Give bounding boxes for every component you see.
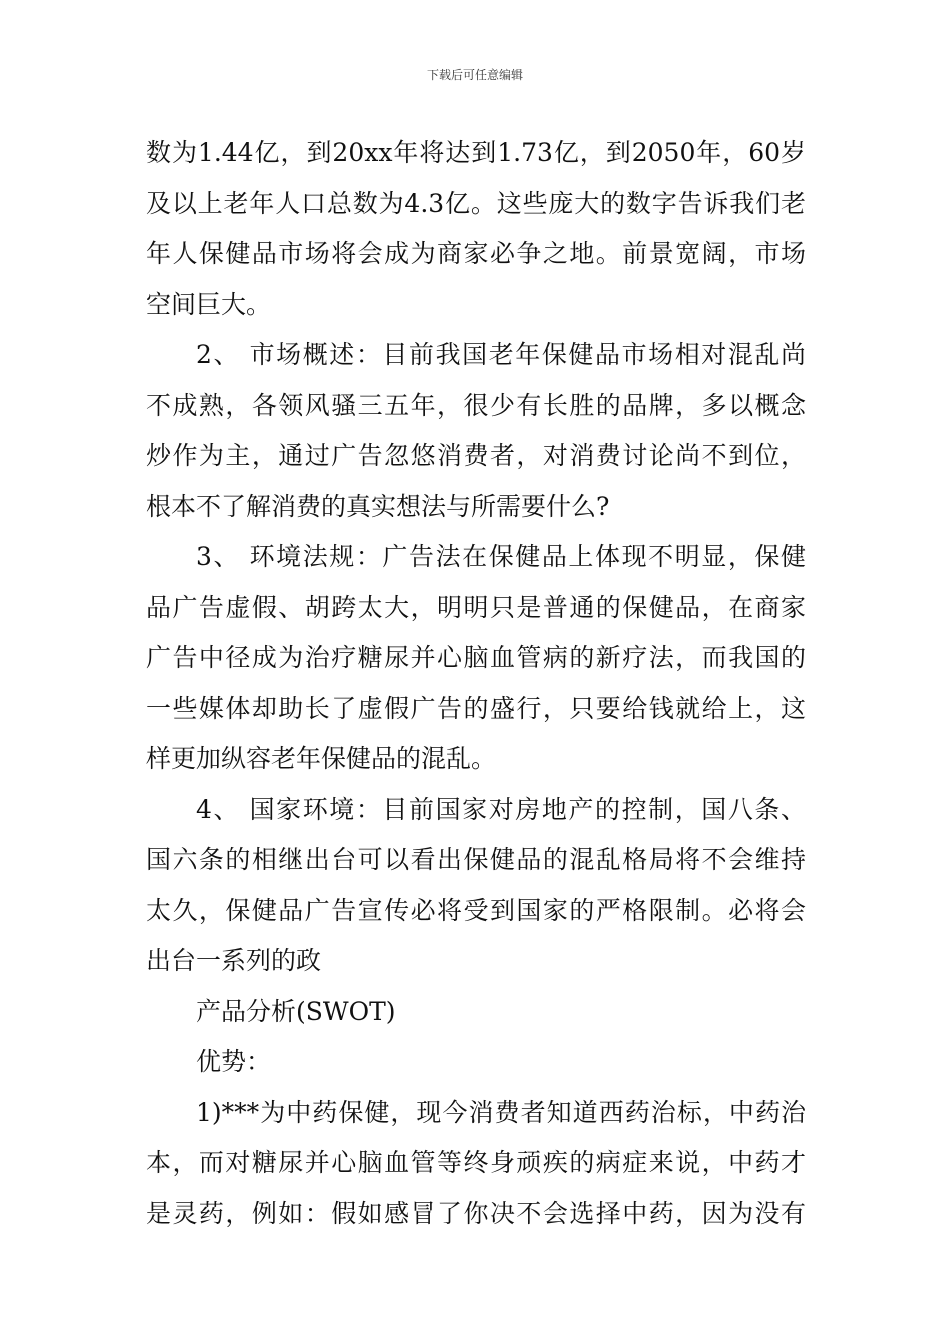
text-line: 是灵药，例如：假如感冒了你决不会选择中药，因为没有 (146, 1198, 806, 1228)
section-heading: 产品分析(SWOT) (196, 996, 396, 1026)
text-line: 4、 国家环境：目前国家对房地产的控制，国八条、 (196, 794, 806, 824)
text-line: 广告中径成为治疗糖尿并心脑血管病的新疗法，而我国的 (146, 643, 806, 672)
text-line: 年人保健品市场将会成为商家必争之地。前景宽阔，市场 (146, 239, 806, 268)
text-line: 太久，保健品广告宣传必将受到国家的严格限制。必将会 (146, 895, 806, 925)
text-line: 空间巨大。 (146, 289, 272, 319)
text-line: 及以上老年人口总数为4.3亿。这些庞大的数字告诉我们老 (146, 188, 806, 218)
text-line: 国六条的相继出台可以看出保健品的混乱格局将不会维持 (146, 845, 806, 874)
text-line: 1)***为中药保健，现今消费者知道西药治标，中药治 (196, 1097, 806, 1127)
body-text (146, 128, 806, 1239)
text-line: 一些媒体却助长了虚假广告的盛行，只要给钱就给上，这 (146, 693, 806, 723)
text-line: 品广告虚假、胡跨太大，明明只是普通的保健品，在商家 (146, 592, 806, 622)
text-line: 本，而对糖尿并心脑血管等终身顽疾的病症来说，中药才 (146, 1148, 806, 1177)
text-line: 数为1.44亿，到20xx年将达到1.73亿，到2050年，60岁 (146, 138, 806, 167)
page-header: 下载后可任意编辑 (426, 68, 523, 82)
text-line: 样更加纵容老年保健品的混乱。 (146, 744, 497, 773)
text-line: 出台一系列的政 (146, 946, 322, 975)
text-line: 不成熟，各领风骚三五年，很少有长胜的品牌，多以概念 (146, 390, 806, 420)
subsection-heading: 优势： (196, 1047, 272, 1076)
text-line: 炒作为主，通过广告忽悠消费者，对消费讨论尚不到位， (146, 441, 806, 470)
text-line: 3、 环境法规：广告法在保健品上体现不明显，保健 (196, 542, 806, 571)
text-line: 2、 市场概述：目前我国老年保健品市场相对混乱尚 (196, 340, 806, 369)
text-line: 根本不了解消费的真实想法与所需要什么? (146, 491, 610, 521)
